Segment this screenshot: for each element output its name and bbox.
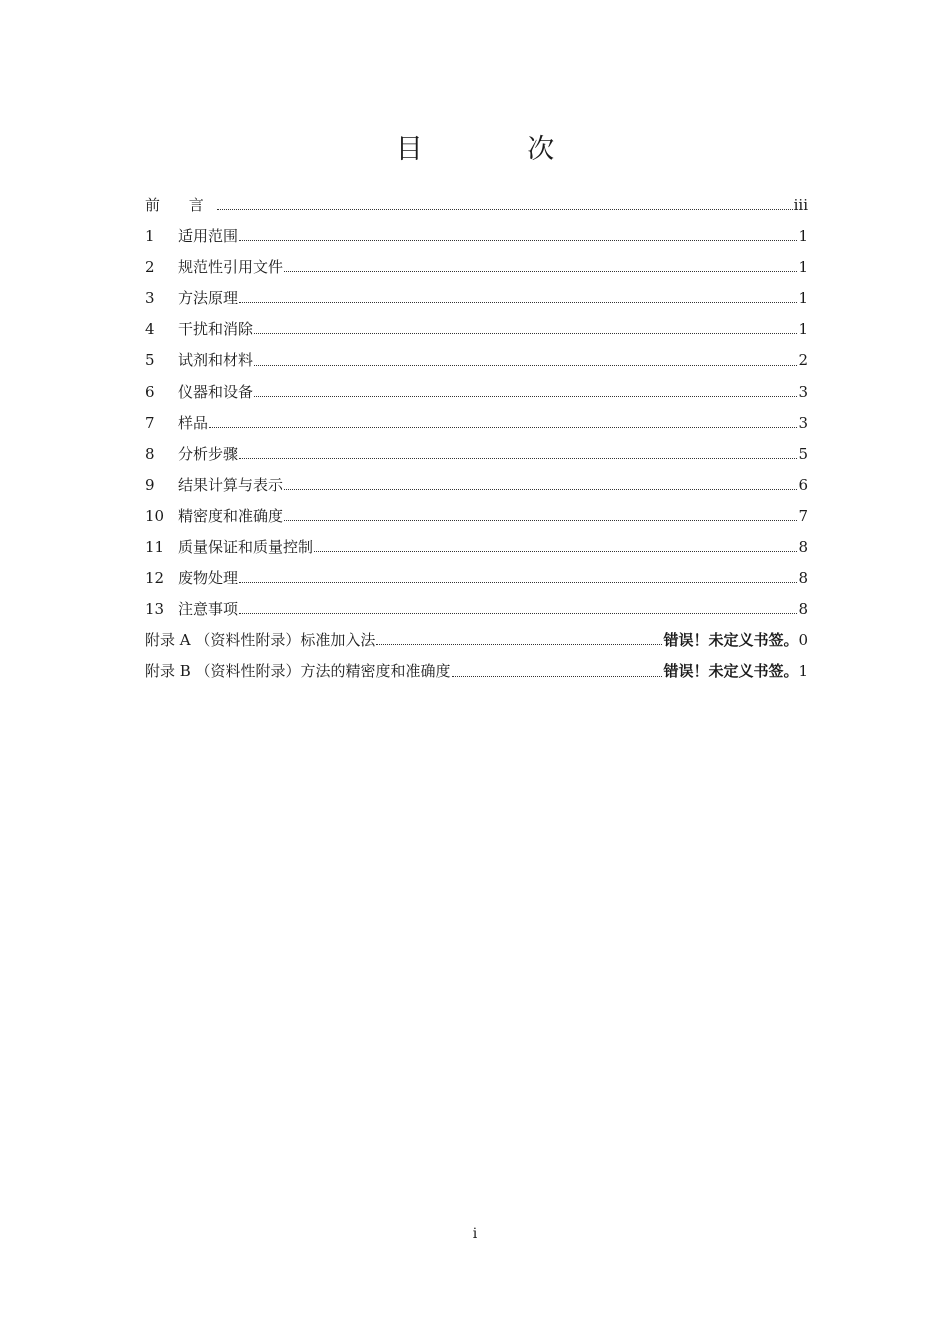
toc-entry-text: 注意事项 — [178, 600, 239, 619]
toc-entry-page: 0 — [798, 631, 808, 650]
toc-leader-dots — [284, 270, 797, 272]
toc-entry-appendix-a[interactable] — [145, 625, 808, 656]
toc-leader-dots — [452, 675, 663, 677]
toc-entry-1[interactable] — [145, 221, 808, 252]
toc-entry-number: 6 — [145, 382, 155, 401]
toc-entry-number: 9 — [145, 475, 155, 494]
toc-entry-page: 1 — [798, 320, 808, 339]
toc-entry-12[interactable] — [145, 563, 808, 594]
toc-title: 目 次 — [395, 134, 603, 165]
toc-leader-dots — [239, 581, 797, 583]
toc-entry-page: 8 — [798, 569, 808, 588]
toc-entry-8[interactable] — [145, 439, 808, 470]
toc-entry-number: 8 — [145, 444, 155, 463]
toc-entry-text: 干扰和消除 — [178, 320, 254, 339]
toc-entry-7[interactable] — [145, 408, 808, 439]
toc-entry-page: 1 — [798, 227, 808, 246]
toc-entry-text: 仪器和设备 — [178, 382, 254, 401]
toc-entry-text: 分析步骤 — [178, 444, 239, 463]
toc-entry-page: 2 — [798, 351, 808, 370]
toc-entry-text: 结果计算与表示 — [178, 475, 284, 494]
toc-entry-text: 方法原理 — [178, 289, 239, 308]
toc-leader-dots — [314, 550, 797, 552]
toc-entry-foreword[interactable] — [145, 190, 808, 221]
toc-entry-page: 7 — [798, 506, 808, 525]
toc-entry-number: 2 — [145, 258, 155, 277]
toc-bookmark-error: 错误！未定义书签。 — [663, 662, 799, 681]
toc-entry-page: 6 — [798, 475, 808, 494]
toc-entry-page: 3 — [798, 382, 808, 401]
toc-entry-page: iii — [793, 196, 808, 214]
toc-entry-number: 4 — [145, 320, 155, 339]
toc-leader-dots — [239, 612, 797, 614]
toc-entry-number: 12 — [145, 569, 165, 588]
toc-leader-dots — [284, 519, 797, 521]
toc-entry-13[interactable] — [145, 594, 808, 625]
toc-entry-11[interactable] — [145, 532, 808, 563]
toc-entry-page: 5 — [798, 444, 808, 463]
toc-entry-page: 1 — [798, 662, 808, 681]
toc-leader-dots — [254, 395, 797, 397]
toc-entry-number: 7 — [145, 413, 155, 432]
toc-entry-text: 前 言 — [145, 196, 216, 214]
page-number: i — [472, 1226, 478, 1242]
toc-entry-text: 废物处理 — [178, 569, 239, 588]
toc-leader-dots — [254, 332, 797, 334]
toc-entry-number: 5 — [145, 351, 155, 370]
toc-entry-9[interactable] — [145, 470, 808, 501]
toc-entry-number: 13 — [145, 600, 165, 619]
toc-leader-dots — [254, 364, 797, 366]
toc-entry-3[interactable] — [145, 283, 808, 314]
toc-entry-number: 3 — [145, 289, 155, 308]
toc-entry-page: 3 — [798, 413, 808, 432]
toc-entry-6[interactable] — [145, 377, 808, 408]
toc-leader-dots — [239, 457, 797, 459]
toc-entry-page: 8 — [798, 600, 808, 619]
toc-leader-dots — [239, 301, 797, 303]
toc-entry-4[interactable] — [145, 314, 808, 345]
toc-leader-dots — [209, 426, 797, 428]
toc-entry-number: 10 — [145, 506, 165, 525]
toc-leader-dots — [376, 643, 662, 645]
toc-entry-number: 11 — [145, 538, 165, 557]
toc-entry-5[interactable] — [145, 345, 808, 376]
toc-entry-text: 精密度和准确度 — [178, 506, 284, 525]
toc-entry-text: 质量保证和质量控制 — [178, 538, 314, 557]
toc-entry-page: 8 — [798, 538, 808, 557]
toc-entry-2[interactable] — [145, 252, 808, 283]
toc-entry-number: 1 — [145, 227, 155, 246]
toc-entry-10[interactable] — [145, 501, 808, 532]
toc-entry-appendix-b[interactable] — [145, 656, 808, 687]
toc-entry-text: 样品 — [178, 413, 209, 432]
toc-leader-dots — [284, 488, 797, 490]
toc-entry-page: 1 — [798, 289, 808, 308]
toc-leader-dots — [217, 208, 793, 210]
toc-entry-page: 1 — [798, 258, 808, 277]
toc-entry-text: 适用范围 — [178, 227, 239, 246]
toc-entry-text: 附录 A （资料性附录）标准加入法 — [145, 631, 376, 650]
toc-entry-text: 试剂和材料 — [178, 351, 254, 370]
toc-bookmark-error: 错误！未定义书签。 — [663, 631, 799, 650]
toc-entry-text: 附录 B （资料性附录）方法的精密度和准确度 — [145, 662, 451, 681]
toc-leader-dots — [239, 239, 797, 241]
toc-entry-text: 规范性引用文件 — [178, 258, 284, 277]
toc-list — [145, 190, 808, 688]
